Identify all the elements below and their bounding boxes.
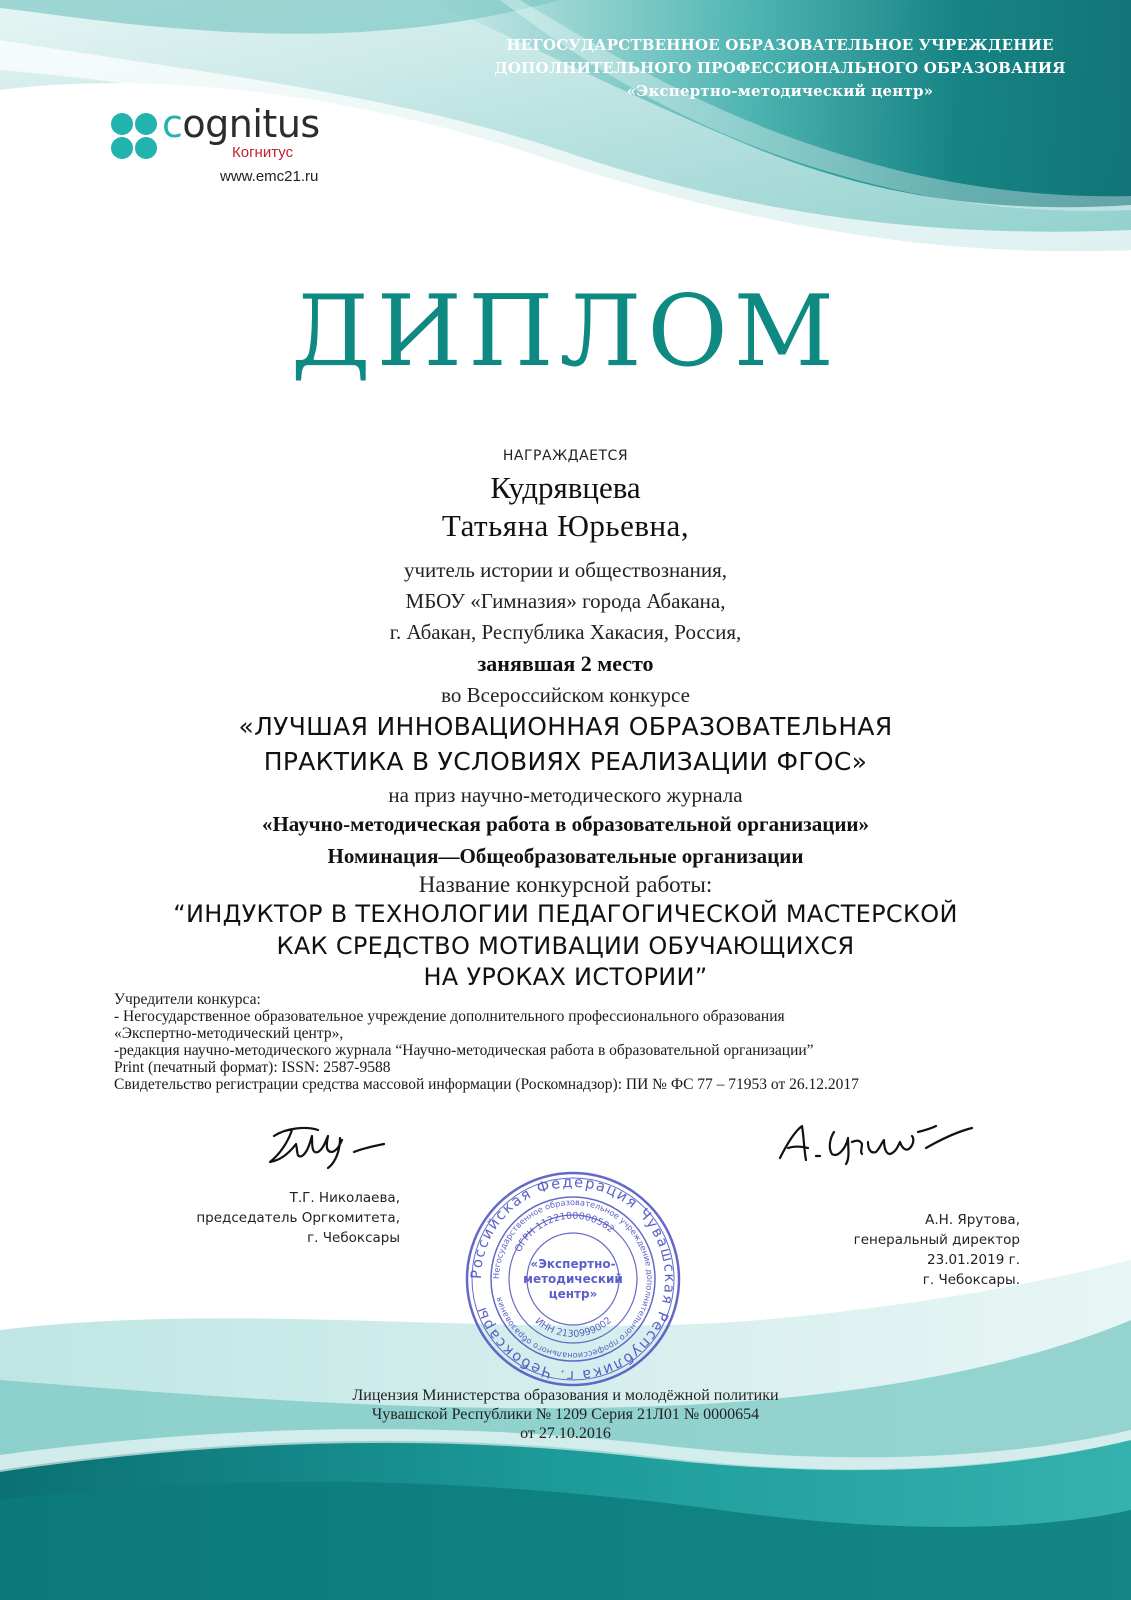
journal-name: «Научно-методическая работа в образовательной организации» (261, 812, 870, 836)
founders-block (114, 991, 1034, 1093)
seal-center-line-1: «Экспертно- (530, 1257, 616, 1271)
competition-name-line-2: ПРАКТИКА В УСЛОВИЯХ РЕАЛИЗАЦИИ ФГОС» (263, 747, 868, 776)
awarded-label: НАГРАЖДАЕТСЯ (502, 448, 629, 464)
logo-wordmark (162, 102, 320, 146)
competition-intro: во Всероссийском конкурсе (441, 683, 690, 707)
competition-name-line-1: «ЛУЧШАЯ ИННОВАЦИОННАЯ ОБРАЗОВАТЕЛЬНАЯ (238, 712, 893, 741)
license-block (0, 1386, 1131, 1443)
recipient-surname: Кудрявцева (490, 470, 641, 505)
founders-line-4: Print (печатный формат): ISSN: 2587-9588 (114, 1059, 391, 1076)
work-title-line-2: КАК СРЕДСТВО МОТИВАЦИИ ОБУЧАЮЩИХСЯ (276, 932, 855, 960)
signer-right-city: г. Чебоксары. (922, 1272, 1020, 1288)
logo-wordmark-rest: ognitus (182, 102, 320, 146)
license-line-1: Лицензия Министерства образования и молодёжной политики (352, 1387, 779, 1404)
official-seal (464, 1170, 682, 1388)
seal-center-line-2: методический (523, 1272, 623, 1286)
nomination: Номинация—Общеобразовательные организации (327, 844, 804, 868)
website-url: www.emc21.ru (220, 168, 319, 185)
founders-heading: Учредители конкурса: (114, 991, 261, 1008)
signer-left (160, 1188, 400, 1248)
recipient-given-name: Татьяна Юрьевна, (441, 508, 690, 543)
seal-inner-text: Негосударственное образовательное учреждение дополнительного профессионального образования (490, 1196, 656, 1362)
header-line-1: НЕГОСУДАРСТВЕННОЕ ОБРАЗОВАТЕЛЬНОЕ УЧРЕЖДЕНИЕ (506, 36, 1054, 54)
founders-line-2: «Экспертно-методический центр», (114, 1025, 344, 1042)
signature-right (776, 1118, 996, 1168)
license-line-3: от 27.10.2016 (520, 1425, 611, 1442)
signer-right-role: генеральный директор (853, 1232, 1020, 1248)
signer-right-name: А.Н. Ярутова, (925, 1212, 1020, 1228)
recipient-position: учитель истории и обществознания, (404, 558, 727, 582)
founders-line-5: Свидетельство регистрации средства массовой информации (Роскомнадзор): ПИ № ФС 77 – 71953 от 26.12.2017 (114, 1076, 859, 1093)
logo-subtitle: Когнитус (232, 144, 294, 161)
header-line-2: ДОПОЛНИТЕЛЬНОГО ПРОФЕССИОНАЛЬНОГО ОБРАЗОВАНИЯ (494, 59, 1066, 77)
recipient-location: г. Абакан, Республика Хакасия, Россия, (389, 620, 742, 644)
seal-center-line-3: центр» (548, 1287, 598, 1301)
place-awarded: занявшая 2 место (477, 651, 654, 676)
signer-left-city: г. Чебоксары (307, 1230, 400, 1246)
work-title-line-1: “ИНДУКТОР В ТЕХНОЛОГИИ ПЕДАГОГИЧЕСКОЙ МАСТЕРСКОЙ (173, 900, 958, 928)
header-line-3: «Экспертно-методический центр» (626, 82, 934, 100)
founders-line-3: -редакция научно-методического журнала “Научно-методическая работа в образовательной организации” (114, 1042, 814, 1059)
signer-left-name: Т.Г. Николаева, (289, 1190, 400, 1206)
license-line-2: Чувашской Республики № 1209 Серия 21Л01 № 0000654 (371, 1406, 760, 1423)
signer-right-date: 23.01.2019 г. (927, 1252, 1020, 1268)
seal-ogrn: ОГРН 1122100000582 (513, 1210, 617, 1255)
prize-intro: на приз научно-методического журнала (388, 783, 743, 807)
recipient-organization: МБОУ «Гимназия» города Абакана, (405, 589, 726, 613)
founders-line-1: - Негосударственное образовательное учреждение дополнительного профессионального образования (114, 1008, 785, 1025)
signer-left-role: председатель Оргкомитета, (196, 1210, 400, 1226)
seal-inn: ИНН 2130999002 (532, 1315, 614, 1340)
diploma-title: ДИПЛОМ (290, 275, 841, 389)
signature-left (266, 1122, 396, 1172)
organization-header (470, 34, 1090, 103)
seal-outer-text: Российская Федерация Чувашская Республика г. Чебоксары (468, 1174, 678, 1384)
work-label: Название конкурсной работы: (418, 872, 713, 897)
clover-icon (108, 110, 160, 162)
signer-right (790, 1210, 1020, 1290)
logo-wordmark-first: c (162, 102, 183, 146)
work-title-line-3: НА УРОКАХ ИСТОРИИ” (423, 963, 708, 991)
